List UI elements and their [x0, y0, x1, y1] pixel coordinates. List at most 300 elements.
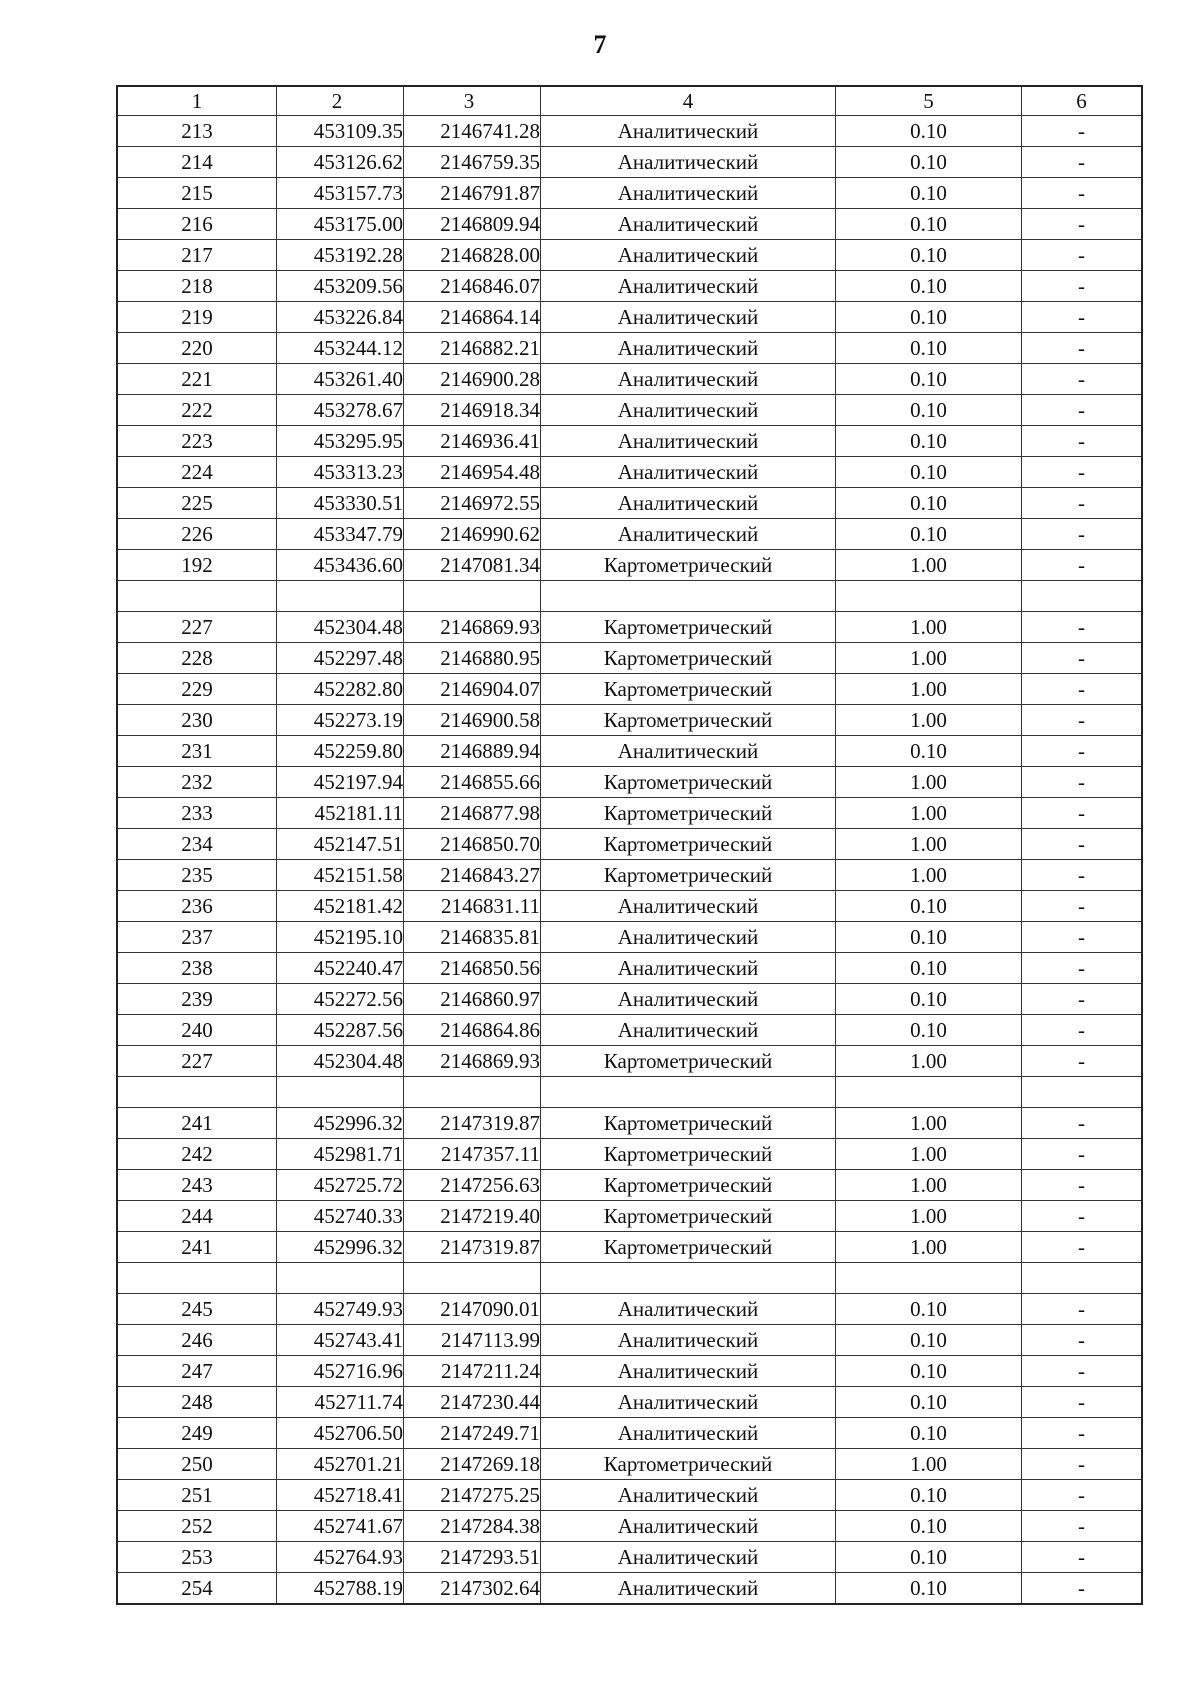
table-row [117, 1015, 1142, 1046]
table-cell: Аналитический [541, 271, 836, 302]
table-cell: - [1022, 1418, 1143, 1449]
table-cell: - [1022, 1294, 1143, 1325]
table-cell: Картометрический [541, 1232, 836, 1263]
table-cell [277, 581, 404, 612]
table-cell: 2146880.95 [404, 643, 541, 674]
table-cell: - [1022, 364, 1143, 395]
table-cell: Картометрический [541, 767, 836, 798]
table-cell: - [1022, 1201, 1143, 1232]
table-cell: 2146759.35 [404, 147, 541, 178]
table-cell: Аналитический [541, 116, 836, 147]
table-cell: - [1022, 488, 1143, 519]
table-cell: 2146869.93 [404, 1046, 541, 1077]
table-cell: 2146954.48 [404, 457, 541, 488]
table-cell: 238 [117, 953, 277, 984]
table-cell: 214 [117, 147, 277, 178]
table-cell: 0.10 [836, 1325, 1022, 1356]
table-cell: 236 [117, 891, 277, 922]
table-cell: 231 [117, 736, 277, 767]
table-cell: 1.00 [836, 1449, 1022, 1480]
table-cell: 0.10 [836, 1511, 1022, 1542]
table-cell: Аналитический [541, 457, 836, 488]
table-cell: 0.10 [836, 984, 1022, 1015]
table-row [117, 1170, 1142, 1201]
table-row [117, 395, 1142, 426]
table-cell: 452195.10 [277, 922, 404, 953]
table-cell: 1.00 [836, 767, 1022, 798]
table-cell: 2146846.07 [404, 271, 541, 302]
table-cell: 2147219.40 [404, 1201, 541, 1232]
header-cell: 6 [1022, 86, 1143, 116]
table-cell: 247 [117, 1356, 277, 1387]
table-cell: - [1022, 147, 1143, 178]
table-cell: 0.10 [836, 395, 1022, 426]
table-cell: 232 [117, 767, 277, 798]
table-row [117, 1077, 1142, 1108]
table-cell: 246 [117, 1325, 277, 1356]
table-cell: 2147269.18 [404, 1449, 541, 1480]
table-cell: 233 [117, 798, 277, 829]
table-row [117, 1139, 1142, 1170]
table-cell: Картометрический [541, 1046, 836, 1077]
table-cell: 2146864.14 [404, 302, 541, 333]
table-cell: 2146809.94 [404, 209, 541, 240]
table-cell: 2147319.87 [404, 1232, 541, 1263]
table-cell: Картометрический [541, 1201, 836, 1232]
table-cell: 452282.80 [277, 674, 404, 705]
table-cell: 1.00 [836, 798, 1022, 829]
table-cell: Аналитический [541, 519, 836, 550]
coordinates-table [116, 85, 1143, 1605]
table-row [117, 767, 1142, 798]
table-cell: 1.00 [836, 829, 1022, 860]
table-cell: - [1022, 1325, 1143, 1356]
table-cell: - [1022, 519, 1143, 550]
table-cell: 453278.67 [277, 395, 404, 426]
table-cell [1022, 581, 1143, 612]
table-cell: 2146990.62 [404, 519, 541, 550]
table-cell: 0.10 [836, 426, 1022, 457]
table-cell: 452996.32 [277, 1232, 404, 1263]
table-cell: 452701.21 [277, 1449, 404, 1480]
table-cell: Аналитический [541, 147, 836, 178]
table-cell: 0.10 [836, 1356, 1022, 1387]
table-cell: 452711.74 [277, 1387, 404, 1418]
table-cell: 227 [117, 612, 277, 643]
table-cell: 2147319.87 [404, 1108, 541, 1139]
table-cell: 2146835.81 [404, 922, 541, 953]
table-cell: Аналитический [541, 1542, 836, 1573]
table-cell: - [1022, 457, 1143, 488]
table-cell: Аналитический [541, 1356, 836, 1387]
table-cell: Аналитический [541, 395, 836, 426]
table-cell: 243 [117, 1170, 277, 1201]
table-cell: 452181.42 [277, 891, 404, 922]
table-row [117, 488, 1142, 519]
table-cell: 254 [117, 1573, 277, 1605]
table-cell: 0.10 [836, 736, 1022, 767]
table-row [117, 240, 1142, 271]
header-cell: 1 [117, 86, 277, 116]
table-cell: Картометрический [541, 860, 836, 891]
table-cell: 452272.56 [277, 984, 404, 1015]
table-cell: - [1022, 1108, 1143, 1139]
table-cell: Картометрический [541, 705, 836, 736]
table-cell: 1.00 [836, 550, 1022, 581]
table-cell: Картометрический [541, 1108, 836, 1139]
table-cell: 452725.72 [277, 1170, 404, 1201]
table-cell: 2146882.21 [404, 333, 541, 364]
table-cell: Аналитический [541, 209, 836, 240]
table-cell: 0.10 [836, 209, 1022, 240]
table-cell: 237 [117, 922, 277, 953]
table-row [117, 581, 1142, 612]
table-cell: - [1022, 1449, 1143, 1480]
table-cell: 452151.58 [277, 860, 404, 891]
table-row [117, 1325, 1142, 1356]
table-cell: 1.00 [836, 643, 1022, 674]
table-cell: Аналитический [541, 1480, 836, 1511]
table-row [117, 209, 1142, 240]
table-cell: 220 [117, 333, 277, 364]
table-cell: 241 [117, 1108, 277, 1139]
table-cell [836, 581, 1022, 612]
table-cell [277, 1263, 404, 1294]
table-cell: 0.10 [836, 271, 1022, 302]
table-row [117, 798, 1142, 829]
table-row [117, 178, 1142, 209]
table-cell: 0.10 [836, 953, 1022, 984]
table-cell: - [1022, 178, 1143, 209]
table-cell: 244 [117, 1201, 277, 1232]
table-cell: 453226.84 [277, 302, 404, 333]
table-row [117, 705, 1142, 736]
table-cell: 452716.96 [277, 1356, 404, 1387]
table-cell [541, 1263, 836, 1294]
table-row [117, 1511, 1142, 1542]
table-cell: 453313.23 [277, 457, 404, 488]
table-cell: 1.00 [836, 674, 1022, 705]
table-cell [404, 1263, 541, 1294]
table-cell: 2146936.41 [404, 426, 541, 457]
table-cell: 218 [117, 271, 277, 302]
table-cell: 251 [117, 1480, 277, 1511]
table-row [117, 1108, 1142, 1139]
table-cell: Аналитический [541, 953, 836, 984]
table-cell: 1.00 [836, 860, 1022, 891]
table-cell: - [1022, 1356, 1143, 1387]
table-cell: 453347.79 [277, 519, 404, 550]
table-cell: - [1022, 395, 1143, 426]
table-cell: Картометрический [541, 1449, 836, 1480]
table-cell: 219 [117, 302, 277, 333]
table-cell: 0.10 [836, 488, 1022, 519]
table-cell: 2147275.25 [404, 1480, 541, 1511]
table-cell: 2146860.97 [404, 984, 541, 1015]
table-cell: - [1022, 116, 1143, 147]
table-cell: 253 [117, 1542, 277, 1573]
table-cell: 2146889.94 [404, 736, 541, 767]
table-cell: 452287.56 [277, 1015, 404, 1046]
table-cell: 452981.71 [277, 1139, 404, 1170]
table-cell: 240 [117, 1015, 277, 1046]
table-cell: Аналитический [541, 488, 836, 519]
table-row [117, 1480, 1142, 1511]
table-cell: 242 [117, 1139, 277, 1170]
table-row [117, 953, 1142, 984]
table-cell: Картометрический [541, 829, 836, 860]
table-cell: 452788.19 [277, 1573, 404, 1605]
table-cell: 452743.41 [277, 1325, 404, 1356]
table-cell [1022, 1077, 1143, 1108]
table-cell: 0.10 [836, 891, 1022, 922]
table-cell: 226 [117, 519, 277, 550]
table-row [117, 643, 1142, 674]
table-cell: 452273.19 [277, 705, 404, 736]
table-cell: 0.10 [836, 1418, 1022, 1449]
table-cell: - [1022, 1139, 1143, 1170]
table-cell: 227 [117, 1046, 277, 1077]
table-cell: - [1022, 271, 1143, 302]
table-cell: 2147293.51 [404, 1542, 541, 1573]
table-cell: 453126.62 [277, 147, 404, 178]
table-cell [1022, 1263, 1143, 1294]
table-row [117, 612, 1142, 643]
table-cell: 2146877.98 [404, 798, 541, 829]
table-cell: Аналитический [541, 426, 836, 457]
table-cell: - [1022, 860, 1143, 891]
table-cell: - [1022, 612, 1143, 643]
table-row [117, 860, 1142, 891]
table-row [117, 1387, 1142, 1418]
table-cell: 224 [117, 457, 277, 488]
table-cell: - [1022, 643, 1143, 674]
table-cell: 0.10 [836, 116, 1022, 147]
table-cell: Аналитический [541, 302, 836, 333]
table-cell: 0.10 [836, 1387, 1022, 1418]
table-cell: - [1022, 1046, 1143, 1077]
table-cell: - [1022, 1511, 1143, 1542]
table-cell: 2146900.28 [404, 364, 541, 395]
table-cell: - [1022, 953, 1143, 984]
table-cell: 225 [117, 488, 277, 519]
table-cell: 2147230.44 [404, 1387, 541, 1418]
table-cell: Картометрический [541, 550, 836, 581]
table-cell: 0.10 [836, 519, 1022, 550]
table-cell: 0.10 [836, 147, 1022, 178]
table-cell: 0.10 [836, 333, 1022, 364]
table-cell: 2146855.66 [404, 767, 541, 798]
table-cell: 221 [117, 364, 277, 395]
table-cell: 452741.67 [277, 1511, 404, 1542]
table-cell: 1.00 [836, 1232, 1022, 1263]
table-cell: 249 [117, 1418, 277, 1449]
table-row [117, 519, 1142, 550]
table-cell: 453330.51 [277, 488, 404, 519]
table-cell: 241 [117, 1232, 277, 1263]
table-cell: 452740.33 [277, 1201, 404, 1232]
table-cell: 452706.50 [277, 1418, 404, 1449]
table-cell: - [1022, 829, 1143, 860]
table-cell: - [1022, 1542, 1143, 1573]
table-cell: Картометрический [541, 798, 836, 829]
table-cell: Аналитический [541, 364, 836, 395]
table-cell: 452297.48 [277, 643, 404, 674]
table-cell: 222 [117, 395, 277, 426]
table-cell: Аналитический [541, 984, 836, 1015]
table-cell: 2146972.55 [404, 488, 541, 519]
table-header-row [117, 86, 1142, 116]
table-cell: 452764.93 [277, 1542, 404, 1573]
table-row [117, 426, 1142, 457]
table-cell: Аналитический [541, 1015, 836, 1046]
table-cell: 2147090.01 [404, 1294, 541, 1325]
table-cell: 2146900.58 [404, 705, 541, 736]
table-cell: 2146904.07 [404, 674, 541, 705]
table-cell: - [1022, 1015, 1143, 1046]
table-row [117, 1232, 1142, 1263]
table-row [117, 302, 1142, 333]
table-cell: 245 [117, 1294, 277, 1325]
table-cell: 0.10 [836, 302, 1022, 333]
table-cell: 192 [117, 550, 277, 581]
table-cell: 452304.48 [277, 612, 404, 643]
table-cell: Аналитический [541, 1511, 836, 1542]
table-cell: 0.10 [836, 1573, 1022, 1605]
table-cell: Картометрический [541, 643, 836, 674]
header-cell: 5 [836, 86, 1022, 116]
table-cell: 453192.28 [277, 240, 404, 271]
table-row [117, 1046, 1142, 1077]
table-cell: 1.00 [836, 612, 1022, 643]
table-cell: Аналитический [541, 240, 836, 271]
table-cell: 2146918.34 [404, 395, 541, 426]
table-cell: 453244.12 [277, 333, 404, 364]
table-cell: 1.00 [836, 1201, 1022, 1232]
table-cell: 2147249.71 [404, 1418, 541, 1449]
table-cell: - [1022, 550, 1143, 581]
table-row [117, 1418, 1142, 1449]
table-cell: 452240.47 [277, 953, 404, 984]
table-cell: Картометрический [541, 612, 836, 643]
table-cell: 453157.73 [277, 178, 404, 209]
table-cell: 2147211.24 [404, 1356, 541, 1387]
table-row [117, 1542, 1142, 1573]
table-cell: Аналитический [541, 736, 836, 767]
table-row [117, 1201, 1142, 1232]
table-row [117, 1573, 1142, 1605]
table-row [117, 116, 1142, 147]
table-cell: 223 [117, 426, 277, 457]
table-row [117, 1263, 1142, 1294]
table-cell: Аналитический [541, 1325, 836, 1356]
table-cell: 0.10 [836, 457, 1022, 488]
table-cell: - [1022, 426, 1143, 457]
header-cell: 2 [277, 86, 404, 116]
table-cell: - [1022, 333, 1143, 364]
table-cell [541, 1077, 836, 1108]
table-cell: 228 [117, 643, 277, 674]
table-cell: 2147081.34 [404, 550, 541, 581]
table-cell: - [1022, 674, 1143, 705]
table-row [117, 1449, 1142, 1480]
table-cell: - [1022, 798, 1143, 829]
table-cell: 2147284.38 [404, 1511, 541, 1542]
table-cell [277, 1077, 404, 1108]
table-cell: 0.10 [836, 178, 1022, 209]
table-cell [836, 1077, 1022, 1108]
table-cell: 213 [117, 116, 277, 147]
table-cell: 2146864.86 [404, 1015, 541, 1046]
table-cell: 215 [117, 178, 277, 209]
table-cell: 453261.40 [277, 364, 404, 395]
table-row [117, 922, 1142, 953]
table-cell: Картометрический [541, 674, 836, 705]
table-body [117, 116, 1142, 1605]
table-cell: 0.10 [836, 1480, 1022, 1511]
table-cell: 2147113.99 [404, 1325, 541, 1356]
table-cell: - [1022, 984, 1143, 1015]
table-cell: 1.00 [836, 1046, 1022, 1077]
table-row [117, 736, 1142, 767]
table-row [117, 271, 1142, 302]
table-cell: 453295.95 [277, 426, 404, 457]
table-cell [404, 1077, 541, 1108]
table-cell: 452259.80 [277, 736, 404, 767]
table-cell: 216 [117, 209, 277, 240]
table-cell: 452304.48 [277, 1046, 404, 1077]
table-cell: 248 [117, 1387, 277, 1418]
table-row [117, 891, 1142, 922]
table-cell: 2146869.93 [404, 612, 541, 643]
table-cell: - [1022, 240, 1143, 271]
table-cell: 2147357.11 [404, 1139, 541, 1170]
table-cell: - [1022, 1573, 1143, 1605]
table-cell: - [1022, 736, 1143, 767]
table-cell [541, 581, 836, 612]
table-cell: Аналитический [541, 1418, 836, 1449]
table-cell: 234 [117, 829, 277, 860]
table-cell: - [1022, 1480, 1143, 1511]
header-cell: 3 [404, 86, 541, 116]
table-cell: 2146741.28 [404, 116, 541, 147]
table-cell: - [1022, 1387, 1143, 1418]
table-cell: Картометрический [541, 1139, 836, 1170]
table-cell: - [1022, 1232, 1143, 1263]
table-cell: 2146828.00 [404, 240, 541, 271]
table-row [117, 829, 1142, 860]
table-cell: 239 [117, 984, 277, 1015]
table-cell: - [1022, 922, 1143, 953]
table-cell: 2146791.87 [404, 178, 541, 209]
table-cell: 235 [117, 860, 277, 891]
table-cell: 452718.41 [277, 1480, 404, 1511]
table-row [117, 984, 1142, 1015]
table-cell: Аналитический [541, 178, 836, 209]
table-cell: 2147256.63 [404, 1170, 541, 1201]
table-cell: 252 [117, 1511, 277, 1542]
table-row [117, 674, 1142, 705]
header-cell: 4 [541, 86, 836, 116]
table-cell: 0.10 [836, 1015, 1022, 1046]
table-cell: 0.10 [836, 922, 1022, 953]
table-cell: 1.00 [836, 705, 1022, 736]
table-cell: - [1022, 891, 1143, 922]
table-cell: - [1022, 302, 1143, 333]
table-cell: Картометрический [541, 1170, 836, 1201]
table-cell: 453109.35 [277, 116, 404, 147]
table-cell [117, 1077, 277, 1108]
